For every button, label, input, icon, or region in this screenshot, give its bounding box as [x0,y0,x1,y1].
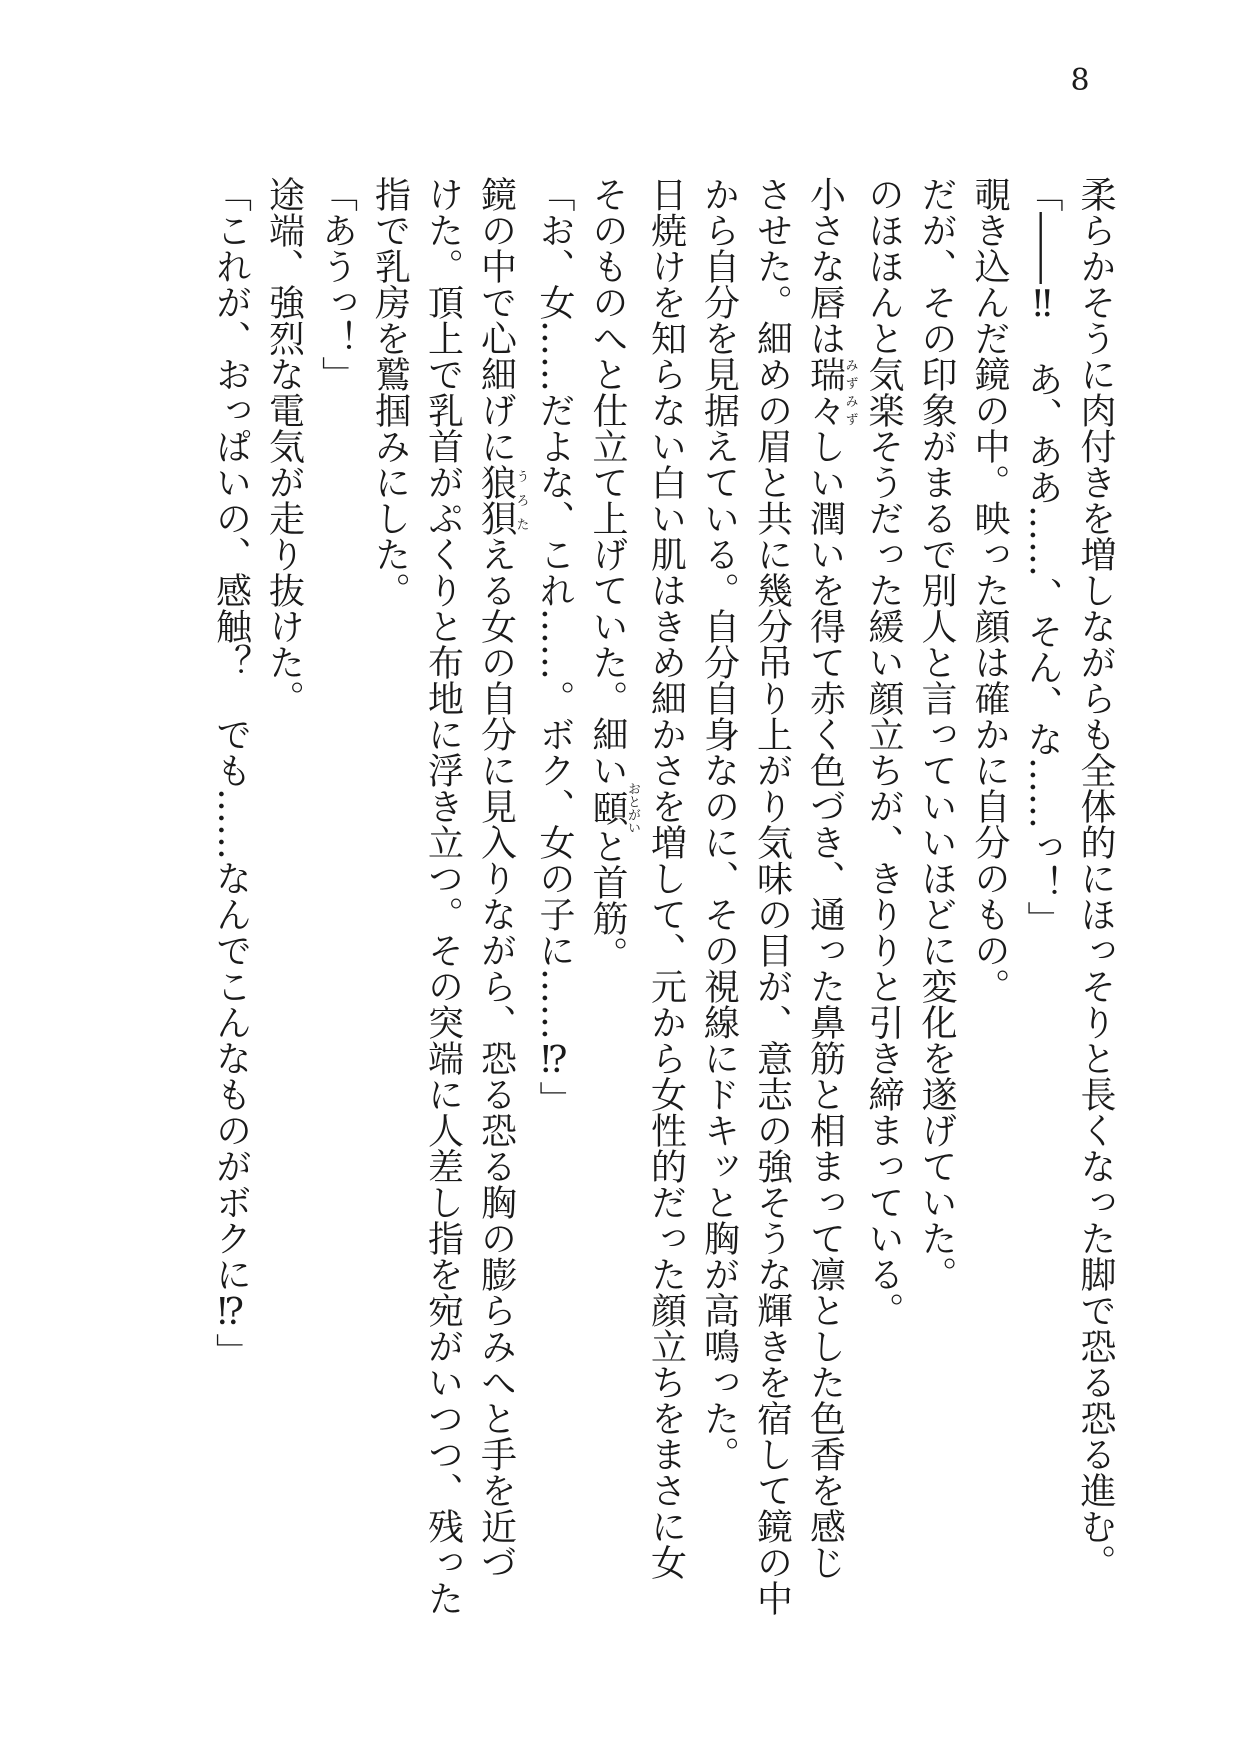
text-segment: 鏡の中で心細げに [475,176,517,464]
body-text [205,176,1123,1626]
text-line: 「これが、おっぱいの、感触？ でも……なんでこんなものがボクに⁉」 [210,176,252,1369]
text-line: から自分を見据えている。自分自身なのに、その視線にドキッと胸が高鳴った。 [698,176,740,1472]
text-line: 途端、強烈な電気が走り抜けた。 [263,176,305,716]
text-line: 「――‼ あ、ああ……、そん、な……っ！」 [1022,176,1063,937]
text-segment: そのものへと仕立て上げていた。細い [587,176,628,788]
text-line: だが、その印象がまるで別人と言っていいほどに変化を遂げていた。 [916,176,957,1292]
text-line [799,176,858,1626]
text-line [470,176,529,1626]
ruby-base: 頤 [587,782,628,834]
text-line: 指で乳房を鷲掴みにした。 [369,176,411,608]
ruby-base: 狼狽 [475,464,517,536]
page-number: 8 [1070,63,1090,98]
ruby-annotation [587,782,640,834]
text-line: のほほんと気楽そうだった緩い顔立ちが、きりりと引き締まっている。 [863,176,904,1328]
text-line: けた。頂上で乳首がぷくりと布地に浮き立つ。その突端に人差し指を宛がいつつ、残った [422,176,464,1616]
ruby-base: 瑞々 [804,356,846,428]
text-line: 日焼けを知らない白い肌はきめ細かさを増して、元から女性的だった顔立ちをまさに女 [645,176,687,1580]
text-segment: 小さな唇は [804,176,846,356]
ruby-reading: みずみず [842,356,858,428]
text-segment: と首筋。 [587,828,628,972]
text-line [581,176,640,1626]
ruby-annotation [475,464,529,536]
text-line: させた。細めの眉と共に幾分吊り上がり気味の目が、意志の強そうな輝きを宿して鏡の中 [751,176,793,1616]
ruby-reading: おとがい [625,782,640,834]
text-line: 柔らかそうに肉付きを増しながらも全体的にほっそりと長くなった脚で恐る恐る進む。 [1075,176,1116,1580]
ruby-annotation [804,356,858,428]
text-line: 「お、女……だよな、これ……。ボク、女の子に……⁉」 [534,176,575,1117]
text-line: 「あうっ！」 [316,176,358,392]
text-line: 覗き込んだ鏡の中。映った顔は確かに自分のもの。 [969,176,1010,1004]
text-segment: える女の自分に見入りながら、恐る恐る胸の膨らみへと手を近づ [475,536,517,1580]
ruby-reading: うろた [513,464,529,536]
text-segment: しい潤いを得て赤く色づき、通った鼻筋と相まって凛とした色香を感じ [804,428,846,1580]
